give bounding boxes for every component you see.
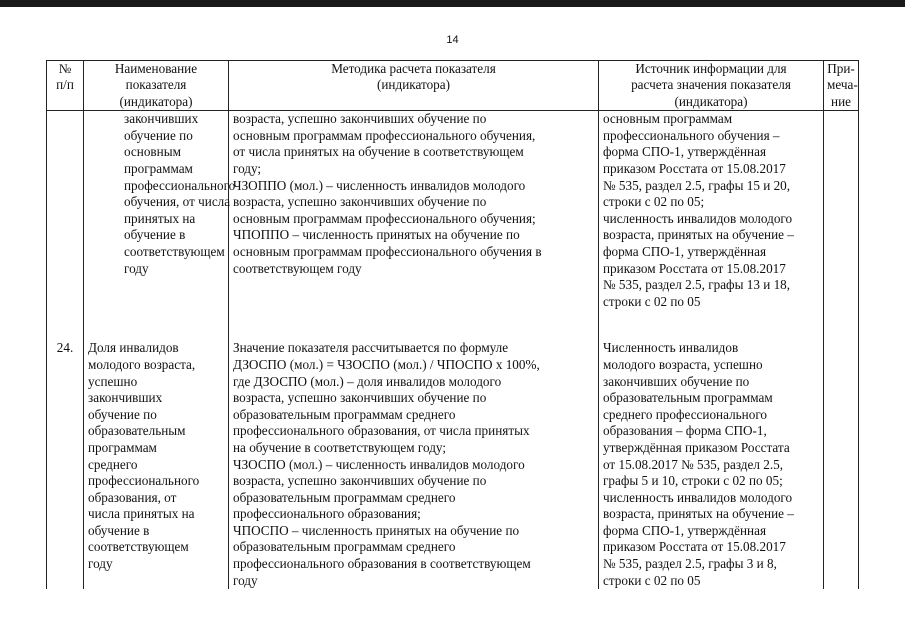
text-line: Наименование <box>114 61 198 76</box>
text-line: Значение показателя рассчитывается по формуле <box>233 340 509 356</box>
text-line: основным программам профессионального обучения; <box>233 210 536 226</box>
text-line: Численность инвалидов <box>603 340 739 356</box>
text-line: п/п <box>56 77 74 93</box>
header-row <box>47 61 859 111</box>
text-line: образовательным программам <box>603 390 773 406</box>
text-line: профессионального образования; <box>233 506 421 522</box>
text-line: ние <box>831 93 851 109</box>
text-line: возраста, принятых на обучение – <box>603 227 794 243</box>
text-line: возраста, успешно закончивших обучение по <box>233 390 487 406</box>
text-line: профессионального образования в соответствующем <box>233 556 531 572</box>
indicator-name <box>84 340 229 589</box>
table-row <box>47 111 859 341</box>
header-note <box>824 61 859 111</box>
row-number <box>47 111 84 341</box>
text-line: строки с 02 по 05 <box>603 293 701 309</box>
text-line: возраста, принятых на обучение – <box>603 506 794 522</box>
text-line: закончивших <box>88 390 163 406</box>
header-calculation-method <box>229 61 599 111</box>
text-line: № 535, раздел 2.5, графы 15 и 20, <box>603 177 791 193</box>
text-line: образования, от <box>88 489 177 505</box>
text-line: № 535, раздел 2.5, графы 3 и 8, <box>603 556 777 572</box>
header-indicator-name <box>84 61 229 111</box>
text-line: численность инвалидов молодого <box>603 210 793 226</box>
text-line: основным программам профессионального обучения в <box>233 243 542 259</box>
text-line: профессионального <box>124 177 236 193</box>
text-line: программам <box>124 161 193 176</box>
text-line: году <box>88 556 113 572</box>
text-line: (индикатора) <box>119 93 193 109</box>
text-line: от числа принятых на обучение в соответствующем <box>233 144 524 160</box>
note <box>824 340 859 589</box>
text-line: профессионального <box>88 473 200 489</box>
text-line: образовательным программам среднего <box>233 539 456 555</box>
calculation-method <box>229 340 599 589</box>
text-line: обучение в <box>124 227 186 243</box>
text-line: молодого возраста, <box>88 356 196 372</box>
text-line: среднего профессионального <box>603 406 767 422</box>
text-line: форма СПО-1, утверждённая <box>603 243 767 259</box>
text-line: приказом Росстата от 15.08.2017 <box>603 539 786 555</box>
text-line: профессионального образования, от числа принятых <box>233 423 530 439</box>
text-line: возраста, успешно закончивших обучение по <box>233 194 487 210</box>
text-line: форма СПО-1, утверждённая <box>603 144 767 160</box>
text-line: программам <box>88 439 157 455</box>
indicator-table <box>46 60 859 589</box>
text-line: графы 5 и 10, строки с 02 по 05; <box>603 473 783 489</box>
text-line: году <box>124 260 149 276</box>
text-line: году; <box>233 161 262 176</box>
text-line: образовательным <box>88 423 186 439</box>
text-line: среднего <box>88 456 138 472</box>
text-line: закончивших <box>124 111 199 127</box>
text-line: приказом Росстата от 15.08.2017 <box>603 161 786 176</box>
text-line: образовательным программам среднего <box>233 489 456 505</box>
text-line: обучение по <box>88 406 157 422</box>
text-line: образования – форма СПО-1, <box>603 423 767 439</box>
text-line: основным программам <box>603 111 733 127</box>
information-source <box>599 340 824 589</box>
text-line: строки с 02 по 05; <box>603 194 705 210</box>
text-line: ЧЗОППО (мол.) – численность инвалидов молодого <box>233 177 526 193</box>
text-line: возраста, успешно закончивших обучение по <box>233 473 487 489</box>
text-line: численность инвалидов молодого <box>603 489 793 505</box>
text-line: профессионального обучения – <box>603 127 780 143</box>
text-line: обучение по <box>124 127 193 143</box>
text-line: успешно <box>88 373 138 389</box>
text-line: (индикатора) <box>376 77 450 93</box>
header-information-source <box>599 61 824 111</box>
information-source <box>599 111 824 341</box>
text-line: обучения, от числа <box>124 194 231 210</box>
text-line: от 15.08.2017 № 535, раздел 2.5, <box>603 456 784 472</box>
page-number: 14 <box>446 34 459 46</box>
text-line: № <box>58 61 72 76</box>
text-line: приказом Росстата от 15.08.2017 <box>603 260 786 276</box>
text-line: закончивших обучение по <box>603 373 750 389</box>
text-line: основным программам профессионального обучения, <box>233 127 536 143</box>
text-line: возраста, успешно закончивших обучение по <box>233 111 487 127</box>
text-line: (индикатора) <box>674 93 748 109</box>
text-line: образовательным программам среднего <box>233 406 456 422</box>
text-line: расчета значения показателя <box>631 77 791 93</box>
text-line: на обучение в соответствующем году; <box>233 439 447 455</box>
text-line: меча- <box>827 77 858 93</box>
header-number <box>47 61 84 111</box>
scan-top-border <box>0 0 905 7</box>
text-line: где ДЗОСПО (мол.) – доля инвалидов молодого <box>233 373 502 389</box>
text-line: соответствующем <box>88 539 189 555</box>
table-body <box>47 111 859 590</box>
text-line: соответствующем <box>124 243 225 259</box>
text-line: Источник информации для <box>635 61 787 76</box>
text-line: Методика расчета показателя <box>331 61 496 76</box>
text-line: основным <box>124 144 181 160</box>
text-line: строки с 02 по 05 <box>603 572 701 588</box>
text-line: утверждённая приказом Росстата <box>603 439 790 455</box>
text-line: числа принятых на <box>88 506 195 522</box>
indicator-name <box>84 111 236 341</box>
text-line: ДЗОСПО (мол.) = ЧЗОСПО (мол.) / ЧПОСПО х 100%, <box>233 356 540 372</box>
text-line: обучение в <box>88 522 150 538</box>
text-line: форма СПО-1, утверждённая <box>603 522 767 538</box>
text-line: году <box>233 572 258 588</box>
text-line: показателя <box>125 77 187 93</box>
text-line: ЧЗОСПО (мол.) – численность инвалидов молодого <box>233 456 525 472</box>
text-line: соответствующем году <box>233 260 362 276</box>
text-line: При- <box>827 61 855 76</box>
table-header <box>47 61 859 111</box>
text-line: молодого возраста, успешно <box>603 356 763 372</box>
text-line: принятых на <box>124 210 196 226</box>
text-line: № 535, раздел 2.5, графы 13 и 18, <box>603 277 791 293</box>
text-line: ЧПОСПО – численность принятых на обучение по <box>233 522 520 538</box>
row-number: 24. <box>47 340 84 589</box>
text-line: Доля инвалидов <box>88 340 179 356</box>
note <box>824 111 859 341</box>
table-row <box>47 340 859 589</box>
calculation-method <box>229 111 599 341</box>
text-line: ЧПОППО – численность принятых на обучение по <box>233 227 520 243</box>
